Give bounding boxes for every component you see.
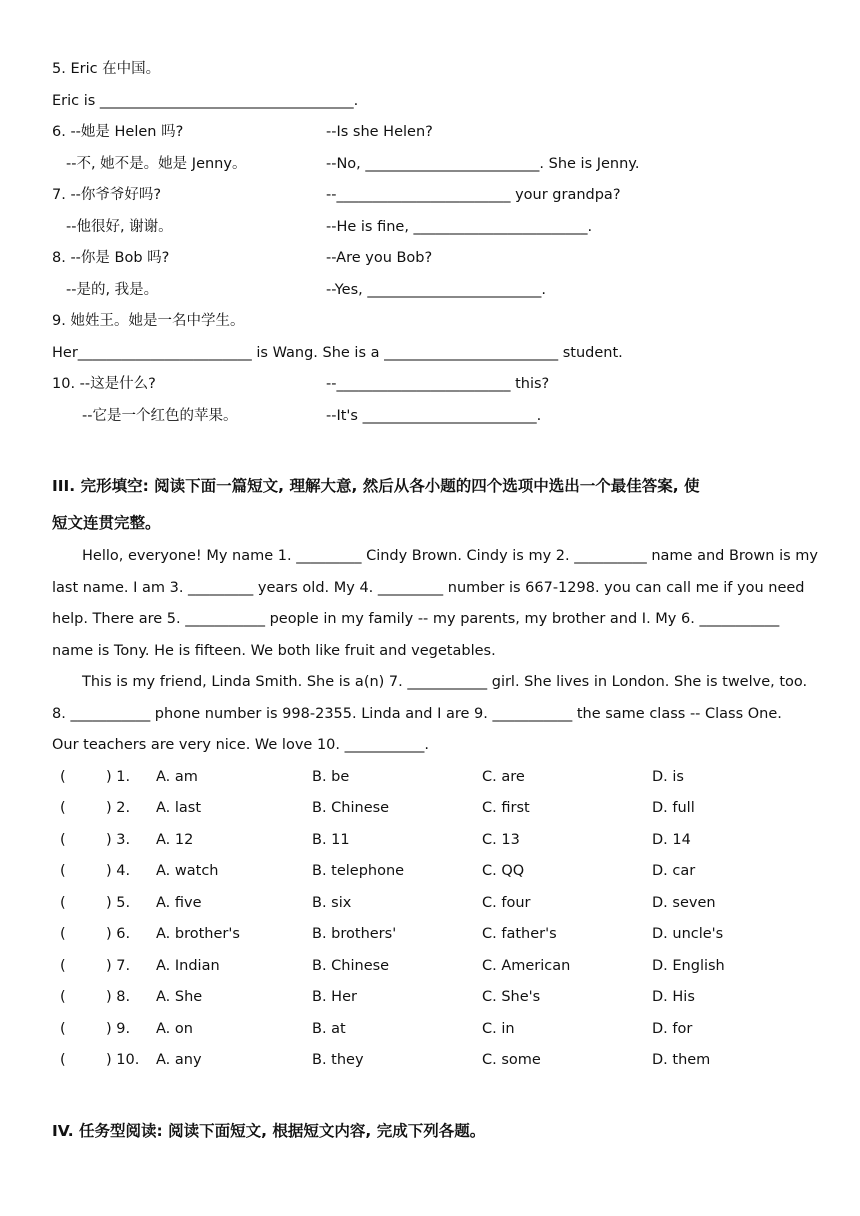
question-number: ) 2. xyxy=(106,800,131,816)
option-d: D. seven xyxy=(652,895,716,911)
q7-english-answer: --He is fine, ________________________. xyxy=(326,219,593,235)
q7-english-question: --________________________ your grandpa? xyxy=(326,187,621,203)
q5-prompt: 5. Eric 在中国。 xyxy=(52,61,161,77)
answer-bracket[interactable]: ( xyxy=(60,1052,66,1068)
option-a: A. any xyxy=(156,1052,202,1068)
option-a: A. on xyxy=(156,1021,193,1037)
answer-bracket[interactable]: ( xyxy=(60,926,66,942)
option-a: A. five xyxy=(156,895,202,911)
question-number: ) 3. xyxy=(106,832,131,848)
question-number: ) 5. xyxy=(106,895,131,911)
option-d: D. is xyxy=(652,769,684,785)
q10-english-answer: --It's ________________________. xyxy=(326,408,542,424)
option-a: A. She xyxy=(156,989,203,1005)
option-c: C. some xyxy=(482,1052,541,1068)
q6-chinese-question: 6. --她是 Helen 吗? xyxy=(52,124,184,140)
choice-row-1 xyxy=(60,768,820,788)
answer-bracket[interactable]: ( xyxy=(60,1021,66,1037)
option-b: B. 11 xyxy=(312,832,350,848)
answer-bracket[interactable]: ( xyxy=(60,863,66,879)
choice-row-2 xyxy=(60,799,820,819)
option-c: C. QQ xyxy=(482,863,525,879)
section-iii-heading-line1: III. 完形填空: 阅读下面一篇短文, 理解大意, 然后从各小题的四个选项中选出一个最佳答案, 使 xyxy=(52,477,700,495)
question-number: ) 6. xyxy=(106,926,131,942)
option-a: A. am xyxy=(156,769,198,785)
q8-chinese-answer: --是的, 我是。 xyxy=(66,282,159,298)
option-d: D. car xyxy=(652,863,696,879)
q6-english-question: --Is she Helen? xyxy=(326,124,433,140)
question-number: ) 1. xyxy=(106,769,131,785)
option-b: B. six xyxy=(312,895,352,911)
q5-answer: Eric is ___________________________________. xyxy=(52,93,359,109)
passage-line: last name. I am 3. _________ years old. My 4. _________ number is 667-1298. you can call me if you need xyxy=(52,580,805,596)
option-d: D. His xyxy=(652,989,695,1005)
answer-bracket[interactable]: ( xyxy=(60,769,66,785)
choice-row-6 xyxy=(60,925,820,945)
q9-answer: Her________________________ is Wang. She is a ________________________ student. xyxy=(52,345,623,361)
question-number: ) 4. xyxy=(106,863,131,879)
option-c: C. American xyxy=(482,958,571,974)
q6-english-answer: --No, ________________________. She is Jenny. xyxy=(326,156,640,172)
q9-prompt: 9. 她姓王。她是一名中学生。 xyxy=(52,313,245,329)
section-iv-heading: IV. 任务型阅读: 阅读下面短文, 根据短文内容, 完成下列各题。 xyxy=(52,1122,486,1140)
option-b: B. telephone xyxy=(312,863,405,879)
passage-line: help. There are 5. ___________ people in my family -- my parents, my brother and I. My 6. ___________ xyxy=(52,611,780,627)
option-c: C. She's xyxy=(482,989,541,1005)
option-b: B. Her xyxy=(312,989,357,1005)
question-number: ) 8. xyxy=(106,989,131,1005)
passage-line: Our teachers are very nice. We love 10. ___________. xyxy=(52,737,429,753)
option-b: B. at xyxy=(312,1021,346,1037)
option-a: A. watch xyxy=(156,863,219,879)
answer-bracket[interactable]: ( xyxy=(60,800,66,816)
passage-line: This is my friend, Linda Smith. She is a(n) 7. ___________ girl. She lives in London. She is twelve, too. xyxy=(82,674,808,690)
option-a: A. Indian xyxy=(156,958,220,974)
option-b: B. they xyxy=(312,1052,364,1068)
option-b: B. be xyxy=(312,769,350,785)
question-number: ) 9. xyxy=(106,1021,131,1037)
passage-line: 8. ___________ phone number is 998-2355. Linda and I are 9. ___________ the same class -- Class One. xyxy=(52,706,782,722)
answer-bracket[interactable]: ( xyxy=(60,832,66,848)
q10-chinese-question: 10. --这是什么? xyxy=(52,376,156,392)
option-d: D. for xyxy=(652,1021,693,1037)
option-c: C. first xyxy=(482,800,530,816)
question-number: ) 7. xyxy=(106,958,131,974)
option-a: A. 12 xyxy=(156,832,194,848)
option-d: D. English xyxy=(652,958,725,974)
q7-chinese-question: 7. --你爷爷好吗? xyxy=(52,187,162,203)
answer-bracket[interactable]: ( xyxy=(60,989,66,1005)
choice-row-7 xyxy=(60,957,820,977)
option-a: A. brother's xyxy=(156,926,240,942)
q10-chinese-answer: --它是一个红色的苹果。 xyxy=(82,408,238,424)
q6-chinese-answer: --不, 她不是。她是 Jenny。 xyxy=(66,156,247,172)
answer-bracket[interactable]: ( xyxy=(60,895,66,911)
choice-row-3 xyxy=(60,831,820,851)
section-iii-heading-line2: 短文连贯完整。 xyxy=(52,514,161,532)
passage-line: name is Tony. He is fifteen. We both like fruit and vegetables. xyxy=(52,643,496,659)
option-d: D. them xyxy=(652,1052,711,1068)
passage-line: Hello, everyone! My name 1. _________ Cindy Brown. Cindy is my 2. __________ name and Brown is my xyxy=(82,548,818,564)
choice-row-9 xyxy=(60,1020,820,1040)
q7-chinese-answer: --他很好, 谢谢。 xyxy=(66,219,173,235)
q8-english-answer: --Yes, ________________________. xyxy=(326,282,546,298)
option-d: D. full xyxy=(652,800,695,816)
choice-row-5 xyxy=(60,894,820,914)
choice-row-4 xyxy=(60,862,820,882)
option-d: D. uncle's xyxy=(652,926,724,942)
q8-english-question: --Are you Bob? xyxy=(326,250,433,266)
choice-row-10 xyxy=(60,1051,820,1071)
option-a: A. last xyxy=(156,800,202,816)
option-b: B. brothers' xyxy=(312,926,397,942)
option-b: B. Chinese xyxy=(312,958,390,974)
option-c: C. are xyxy=(482,769,525,785)
answer-bracket[interactable]: ( xyxy=(60,958,66,974)
question-number: ) 10. xyxy=(106,1052,140,1068)
option-d: D. 14 xyxy=(652,832,691,848)
option-b: B. Chinese xyxy=(312,800,390,816)
q8-chinese-question: 8. --你是 Bob 吗? xyxy=(52,250,170,266)
option-c: C. four xyxy=(482,895,531,911)
q10-english-question: --________________________ this? xyxy=(326,376,550,392)
option-c: C. father's xyxy=(482,926,557,942)
choice-row-8 xyxy=(60,988,820,1008)
option-c: C. 13 xyxy=(482,832,520,848)
option-c: C. in xyxy=(482,1021,515,1037)
